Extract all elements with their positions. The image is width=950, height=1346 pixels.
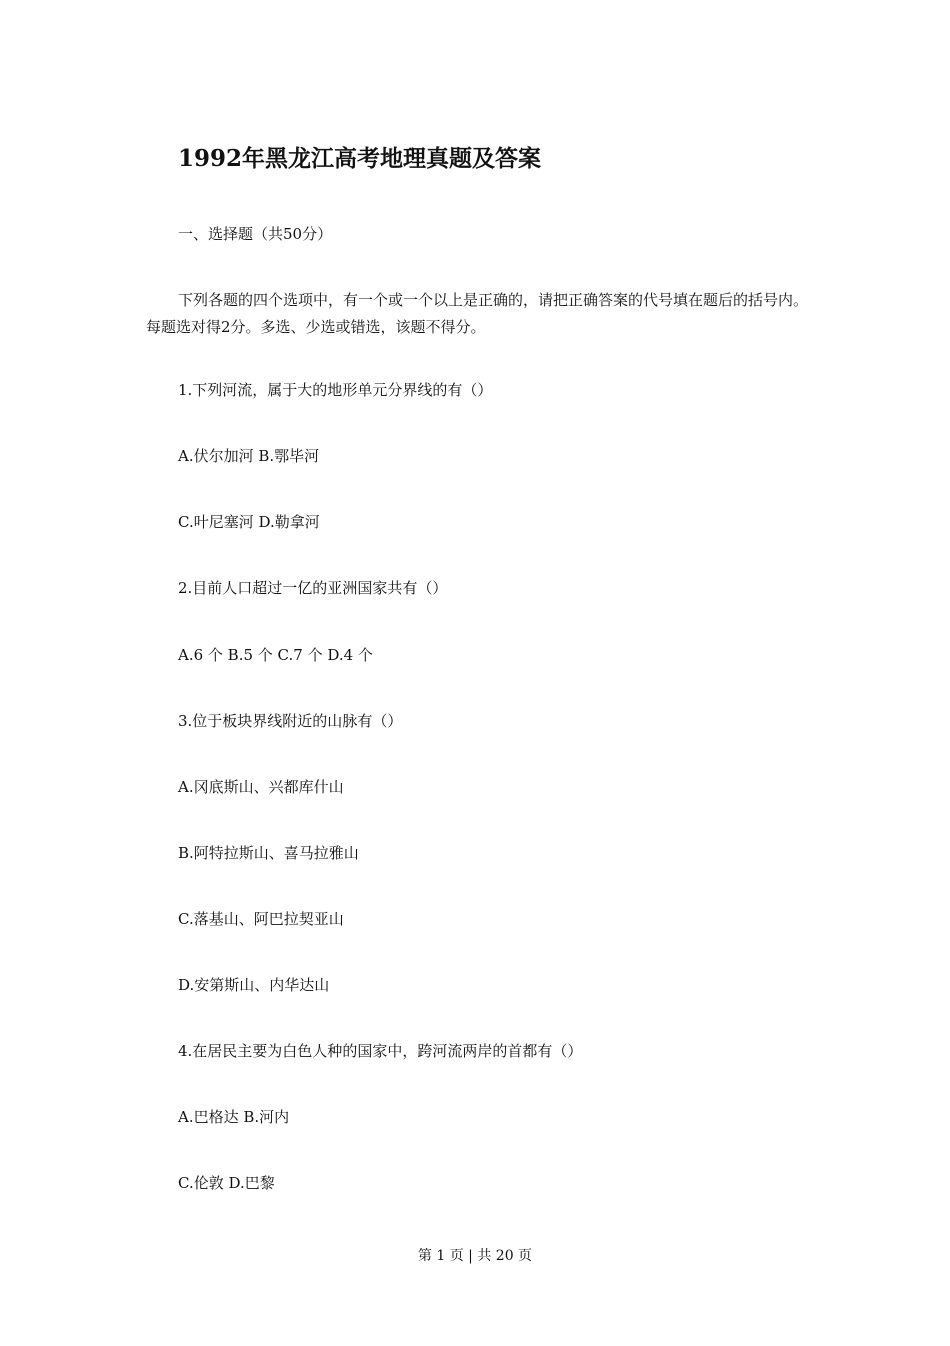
document-title: 1992年黑龙江高考地理真题及答案 [178, 145, 542, 172]
question-1-options-ab: A.伏尔加河 B.鄂毕河 [178, 447, 320, 465]
question-3: 3.位于板块界线附近的山脉有（） [178, 712, 403, 730]
question-3-option-b: B.阿特拉斯山、喜马拉雅山 [178, 844, 359, 862]
page-footer: 第 1 页 | 共 20 页 [417, 1248, 533, 1264]
question-3-option-a: A.冈底斯山、兴都库什山 [178, 778, 344, 796]
question-4: 4.在居民主要为白色人种的国家中，跨河流两岸的首都有（） [178, 1042, 583, 1060]
question-3-option-c: C.落基山、阿巴拉契亚山 [178, 910, 344, 928]
question-3-option-d: D.安第斯山、内华达山 [178, 976, 330, 994]
question-1-options-cd: C.叶尼塞河 D.勒拿河 [178, 513, 320, 531]
section-heading: 一、选择题（共50分） [178, 225, 333, 243]
instructions-paragraph: 下列各题的四个选项中，有一个或一个以上是正确的，请把正确答案的代号填在题后的括号内。每题选对得2分。多选、少选或错选，该题不得分。 [146, 291, 809, 336]
question-4-options-cd: C.伦敦 D.巴黎 [178, 1174, 275, 1192]
question-4-options-ab: A.巴格达 B.河内 [178, 1108, 290, 1126]
question-1: 1.下列河流，属于大的地形单元分界线的有（） [178, 381, 493, 399]
question-2-options: A.6 个 B.5 个 C.7 个 D.4 个 [178, 646, 373, 664]
question-2: 2.目前人口超过一亿的亚洲国家共有（） [178, 579, 448, 597]
